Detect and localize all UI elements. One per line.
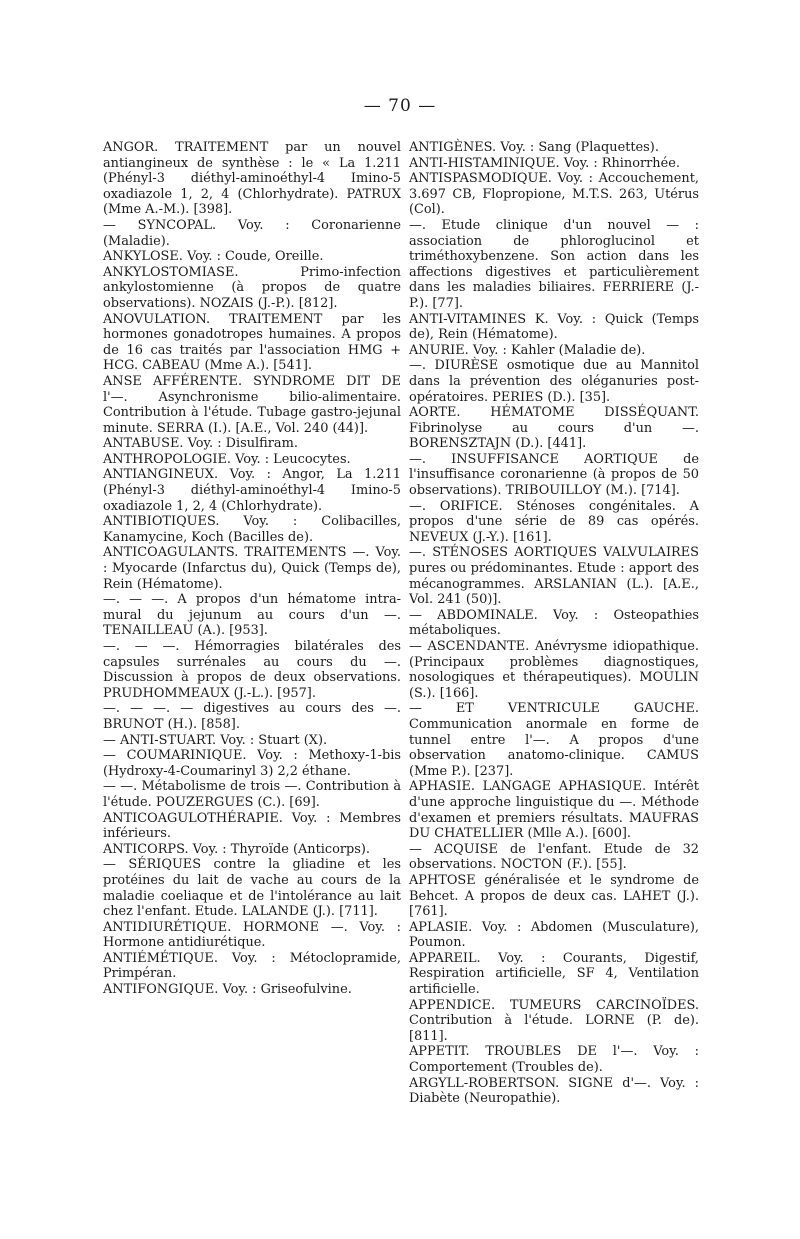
left-column bbox=[103, 140, 401, 998]
index-entry: ANTICORPS. Voy. : Thyroïde (Anticorps). bbox=[103, 841, 371, 857]
index-entry: —. DIURÈSE osmotique due au Mannitol dans la prévention des oléganuries post-opératoires. PERIES (D.). [35]. bbox=[409, 358, 699, 405]
index-entry: ANTICOAGULOTHÉRAPIE. Voy. : Membres inférieurs. bbox=[103, 810, 401, 842]
index-entry: ANTISPASMODIQUE. Voy. : Accouchement, 3.697 CB, Flopropione, M.T.S. 263, Utérus (Col). bbox=[409, 171, 699, 218]
index-entry: — ANTI-STUART. Voy. : Stuart (X). bbox=[103, 732, 328, 748]
index-entry: ANTICOAGULANTS. TRAITEMENTS —. Voy. : Myocarde (Infarctus du), Quick (Temps de), Rein (Hématome). bbox=[103, 545, 401, 592]
page-number: — 70 — bbox=[363, 96, 437, 116]
index-entry: ANTABUSE. Voy. : Disulfiram. bbox=[103, 436, 298, 452]
index-entry: —. — —. Hémorragies bilatérales des capsules surrénales au cours du —. Discussion à propos de deux observations. PRUDHOMMEAUX (J.-L.). [957]. bbox=[103, 639, 401, 701]
index-entry: —. — —. — digestives au cours des —. BRUNOT (H.). [858]. bbox=[103, 701, 401, 732]
right-column bbox=[409, 140, 699, 1107]
index-entry: ANTIGÈNES. Voy. : Sang (Plaquettes). bbox=[409, 140, 659, 155]
index-entry: ANTI-HISTAMINIQUE. Voy. : Rhinorrhée. bbox=[409, 155, 680, 171]
index-entry: ANTIÉMÉTIQUE. Voy. : Métoclopramide, Primpéran. bbox=[103, 950, 401, 982]
index-entry: ANOVULATION. TRAITEMENT par les hormones gonadotropes humaines. A propos de 16 cas traités par l'association HMG + HCG. CABEAU (Mme A.). [541]. bbox=[103, 311, 401, 374]
index-entry: — SÉRIQUES contre la gliadine et les protéines du lait de vache au cours de la maladie coeliaque et de l'intolérance au lait chez l'enfant. Etude. LALANDE (J.). [711]. bbox=[103, 857, 401, 920]
index-entry: ANSE AFFÉRENTE. SYNDROME DIT DE l'—. Asynchronisme bilio-alimentaire. Contribution à l'étude. Tubage gastro-jejunal minute. SERRA (I.). [A.E., Vol. 240 (44)]. bbox=[103, 373, 401, 436]
index-entry: ANTIBIOTIQUES. Voy. : Colibacilles, Kanamycine, Koch (Bacilles de). bbox=[103, 514, 401, 545]
index-entry: — SYNCOPAL. Voy. : Coronarienne (Maladie). bbox=[103, 217, 401, 249]
index-entry: —. Etude clinique d'un nouvel — : association de phloroglucinol et triméthoxybenzene. Son action dans les affections digestives et particulièrement dans les maladies biliaires. FERRIERE (J.-P.). [77]. bbox=[409, 217, 699, 311]
index-entry: ANKYLOSE. Voy. : Coude, Oreille. bbox=[103, 249, 324, 265]
index-entry: APPENDICE. TUMEURS CARCINOÏDES. Contribution à l'étude. LORNE (P. de). [811]. bbox=[409, 997, 699, 1044]
index-entry: — ASCENDANTE. Anévrysme idiopathique. (Principaux problèmes diagnostiques, nosologiques et thérapeutiques). MOULIN (S.). [166]. bbox=[409, 639, 699, 701]
index-entry: —. ORIFICE. Sténoses congénitales. A propos d'une série de 89 cas opérés. NEVEUX (J.-Y.). [161]. bbox=[409, 498, 699, 545]
index-entry: — —. Métabolisme de trois —. Contribution à l'étude. POUZERGUES (C.). [69]. bbox=[103, 779, 401, 810]
index-entry: APPAREIL. Voy. : Courants, Digestif, Respiration artificielle, SF 4, Ventilation artificielle. bbox=[409, 950, 699, 998]
index-entry: —. INSUFFISANCE AORTIQUE de l'insuffisance coronarienne (à propos de 50 observations). TRIBOUILLOY (M.). [714]. bbox=[409, 451, 699, 499]
index-entry: APHASIE. LANGAGE APHASIQUE. Intérêt d'une approche linguistique du —. Méthode d'examen et premiers résultats. MAUFRAS DU CHATELLIER (Mlle A.). [600]. bbox=[409, 779, 699, 842]
index-entry: —. — —. A propos d'un hématome intra-mural du jejunum au cours d'un —. TENAILLEAU (A.). [953]. bbox=[103, 592, 401, 639]
index-entry: ANTIANGINEUX. Voy. : Angor, La 1.211 (Phényl-3 diéthyl-aminoéthyl-4 Imino-5 oxadiazole 1, 2, 4 (Chlorhydrate). bbox=[103, 467, 401, 514]
index-entry: — COUMARINIQUE. Voy. : Methoxy-1-bis (Hydroxy-4-Coumarinyl 3) 2,2 éthane. bbox=[103, 748, 401, 779]
index-entry: APLASIE. Voy. : Abdomen (Musculature), Poumon. bbox=[409, 919, 699, 951]
index-entry: ANURIE. Voy. : Kahler (Maladie de). bbox=[409, 342, 646, 358]
index-entry: — ACQUISE de l'enfant. Etude de 32 observations. NOCTON (F.). [55]. bbox=[409, 841, 699, 873]
index-entry: ANTIFONGIQUE. Voy. : Griseofulvine. bbox=[103, 982, 352, 998]
index-entry: APHTOSE généralisée et le syndrome de Behcet. A propos de deux cas. LAHET (J.). [761]. bbox=[409, 872, 699, 920]
index-entry: ANKYLOSTOMIASE. Primo-infection ankylostomienne (à propos de quatre observations). NOZAIS (J.-P.). [812]. bbox=[103, 264, 401, 311]
index-entry: ANGOR. TRAITEMENT par un nouvel antiangineux de synthèse : le « La 1.211 (Phényl-3 diéthyl-aminoéthyl-4 Imino-5 oxadiazole 1, 2, 4 (Chlorhydrate). PATRUX (Mme A.-M.). [398]. bbox=[103, 140, 401, 218]
index-entry: AORTE. HÉMATOME DISSÉQUANT. Fibrinolyse au cours d'un —. BORENSZTAJN (D.). [441]. bbox=[409, 405, 699, 452]
index-entry: —. STÉNOSES AORTIQUES VALVULAIRES pures ou prédominantes. Etude : apport des mécanogrammes. ARSLANIAN (L.). [A.E., Vol. 241 (50)]. bbox=[409, 545, 699, 608]
index-entry: — ABDOMINALE. Voy. : Osteopathies métaboliques. bbox=[409, 607, 699, 639]
index-entry: ANTI-VITAMINES K. Voy. : Quick (Temps de), Rein (Hématome). bbox=[409, 311, 699, 343]
index-entry: ANTIDIURÉTIQUE. HORMONE —. Voy. : Hormone antidiurétique. bbox=[103, 919, 401, 951]
index-entry: APPETIT. TROUBLES DE l'—. Voy. : Comportement (Troubles de). bbox=[409, 1044, 699, 1076]
index-entry: ARGYLL-ROBERTSON. SIGNE d'—. Voy. : Diabète (Neuropathie). bbox=[409, 1075, 699, 1107]
index-entry: — ET VENTRICULE GAUCHE. Communication anormale en forme de tunnel entre l'—. A propos d'une observation anatomo-clinique. CAMUS (Mme P.). [237]. bbox=[409, 701, 699, 779]
index-entry: ANTHROPOLOGIE. Voy. : Leucocytes. bbox=[103, 451, 351, 467]
